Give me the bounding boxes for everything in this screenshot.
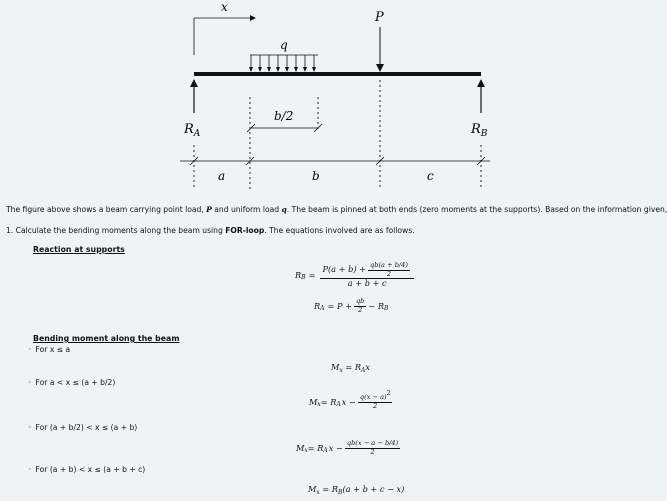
case-2-equation: M x = R A x − $\frac{q(x - a)2}{2}$ <box>309 390 391 410</box>
case-2-condition: ◦ For a < x ≤ (a + b/2) <box>28 378 115 387</box>
point-load-arrowhead <box>376 64 384 72</box>
x-arrow-head <box>250 15 256 21</box>
case-4-condition: ◦ For (a + b) < x ≤ (a + b + c) <box>28 465 145 474</box>
RB-arrowhead <box>477 79 485 87</box>
dashed-guides <box>194 80 481 190</box>
P-label: P <box>375 10 384 25</box>
ra-equation: R A = P + $\frac{qb}{2}$ − R B <box>314 297 389 314</box>
b2-label: b/2 <box>274 109 294 123</box>
q-label: q <box>280 38 288 52</box>
case-1-condition: ◦ For x ≤ a <box>28 345 70 354</box>
task-paragraph: 1. Calculate the bending moments along the beam using FOR-loop. The equations involved are as follows. <box>6 226 415 235</box>
case-3-equation: M x = R A x − $\frac{qb(x - a - b/4)}{2}$ <box>296 439 399 456</box>
beam <box>194 72 481 76</box>
udl-arrowheads <box>249 67 316 72</box>
x-label: x <box>221 0 228 14</box>
case-4-equation: $M_x = R_B(a + b + c - x)$ <box>308 484 405 496</box>
intro-paragraph: The figure above shows a beam carrying point load, P and uniform load q. The beam is pinned at both ends (zero moments at the supports). Based on the information given, <box>6 205 667 214</box>
rb-equation: R B = P(a + b) + $\frac{qb(a + b/4)}{2}$ a + b + c <box>295 262 416 289</box>
case-1-equation: $M_x = R_Ax$ <box>331 362 370 374</box>
RA-label: $R_A$ <box>184 122 201 139</box>
seg-c-label: c <box>427 169 434 183</box>
reaction-heading: Reaction at supports <box>33 245 125 254</box>
RA-arrowhead <box>190 79 198 87</box>
RB-label: $R_B$ <box>471 122 488 139</box>
case-3-condition: ◦ For (a + b/2) < x ≤ (a + b) <box>28 423 137 432</box>
seg-a-label: a <box>218 169 226 183</box>
bending-heading: Bending moment along the beam <box>33 334 180 343</box>
beam-figure <box>0 0 602 195</box>
seg-b-label: b <box>312 169 320 183</box>
